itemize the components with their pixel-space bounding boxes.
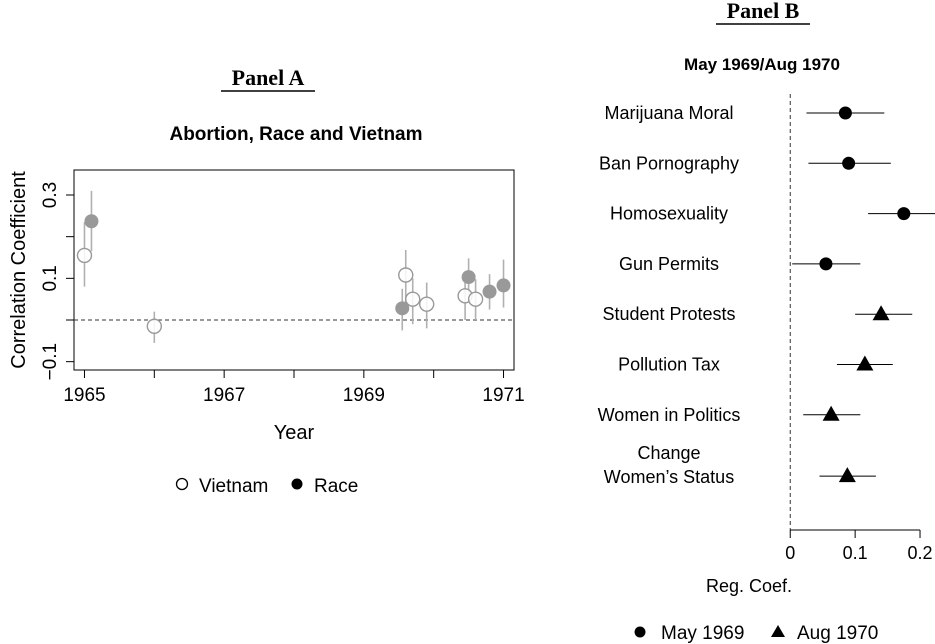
panel-b-label: Panel B (726, 0, 800, 23)
y-tick-label: 0.1 (40, 265, 61, 292)
race-point (483, 285, 497, 299)
item-label-student-protests: Student Protests (602, 304, 736, 325)
item-label-change-women-s-status-line-1: Change (637, 443, 701, 464)
x-tick-label: 0.2 (907, 543, 933, 563)
legend-may-1969-marker (635, 627, 646, 638)
panel-b-error-bars (792, 113, 935, 476)
race-point (395, 301, 409, 315)
race-point (497, 278, 511, 292)
panel-a-y-axis (40, 182, 74, 381)
x-tick-label: 0 (785, 543, 796, 563)
panel-a (8, 65, 525, 497)
panel-a-title: Abortion, Race and Vietnam (169, 124, 423, 145)
item-label-gun-permits: Gun Permits (618, 253, 720, 274)
panel-a-points (77, 214, 510, 333)
vietnam-point (399, 268, 413, 282)
vietnam-point (77, 248, 91, 262)
panel-b-title: May 1969/Aug 1970 (684, 55, 840, 74)
panel-b-x-axis-label: Reg. Coef. (705, 576, 793, 596)
point-marijuana-moral (839, 107, 852, 120)
point-change-women-s-status (839, 467, 856, 482)
x-tick-label: 1969 (342, 385, 385, 406)
point-ban-pornography (842, 157, 855, 170)
legend-aug-1970-marker (771, 625, 785, 637)
x-tick-label: 0.1 (842, 543, 868, 563)
panel-a-label: Panel A (231, 65, 305, 90)
x-tick-label: 1971 (482, 385, 525, 406)
x-tick-label: 1967 (203, 385, 246, 406)
vietnam-point (406, 292, 420, 306)
x-tick-label: 1965 (63, 385, 106, 406)
point-pollution-tax (856, 356, 873, 371)
point-gun-permits (819, 257, 832, 270)
item-label-change-women-s-status-line-2: Women’s Status (603, 467, 735, 488)
item-label-ban-pornography: Ban Pornography (598, 153, 740, 174)
legend-race-marker (292, 479, 303, 490)
y-tick-label: −0.1 (40, 342, 61, 381)
vietnam-point (147, 319, 161, 333)
panel-a-x-axis-label: Year (273, 422, 315, 444)
point-homosexuality (897, 207, 910, 220)
panel-b-item-labels (598, 103, 741, 487)
item-label-pollution-tax: Pollution Tax (618, 354, 720, 375)
race-point (84, 214, 98, 228)
panel-a-legend (177, 476, 359, 497)
legend-aug-1970-label: Aug 1970 (797, 623, 879, 644)
panel-a-plot-frame (74, 170, 514, 370)
panel-a-y-axis-label: Correlation Coefficient (8, 171, 30, 369)
item-label-marijuana-moral: Marijuana Moral (604, 103, 734, 123)
item-label-homosexuality: Homosexuality (609, 203, 729, 224)
point-student-protests (873, 305, 890, 320)
legend-race-label: Race (314, 476, 359, 497)
legend-vietnam-marker (177, 479, 188, 490)
panel-a-x-axis (63, 370, 524, 406)
vietnam-point (420, 297, 434, 311)
point-women-in-politics (823, 406, 840, 421)
legend-vietnam-label: Vietnam (199, 476, 269, 497)
panel-b-legend (635, 623, 879, 644)
item-label-women-in-politics: Women in Politics (597, 404, 741, 425)
vietnam-point (469, 292, 483, 306)
legend-may-1969-label: May 1969 (661, 623, 745, 644)
panel-b-x-axis (785, 530, 932, 563)
panel-b (598, 0, 935, 644)
y-tick-label: 0.3 (40, 181, 61, 209)
race-point (462, 270, 476, 284)
